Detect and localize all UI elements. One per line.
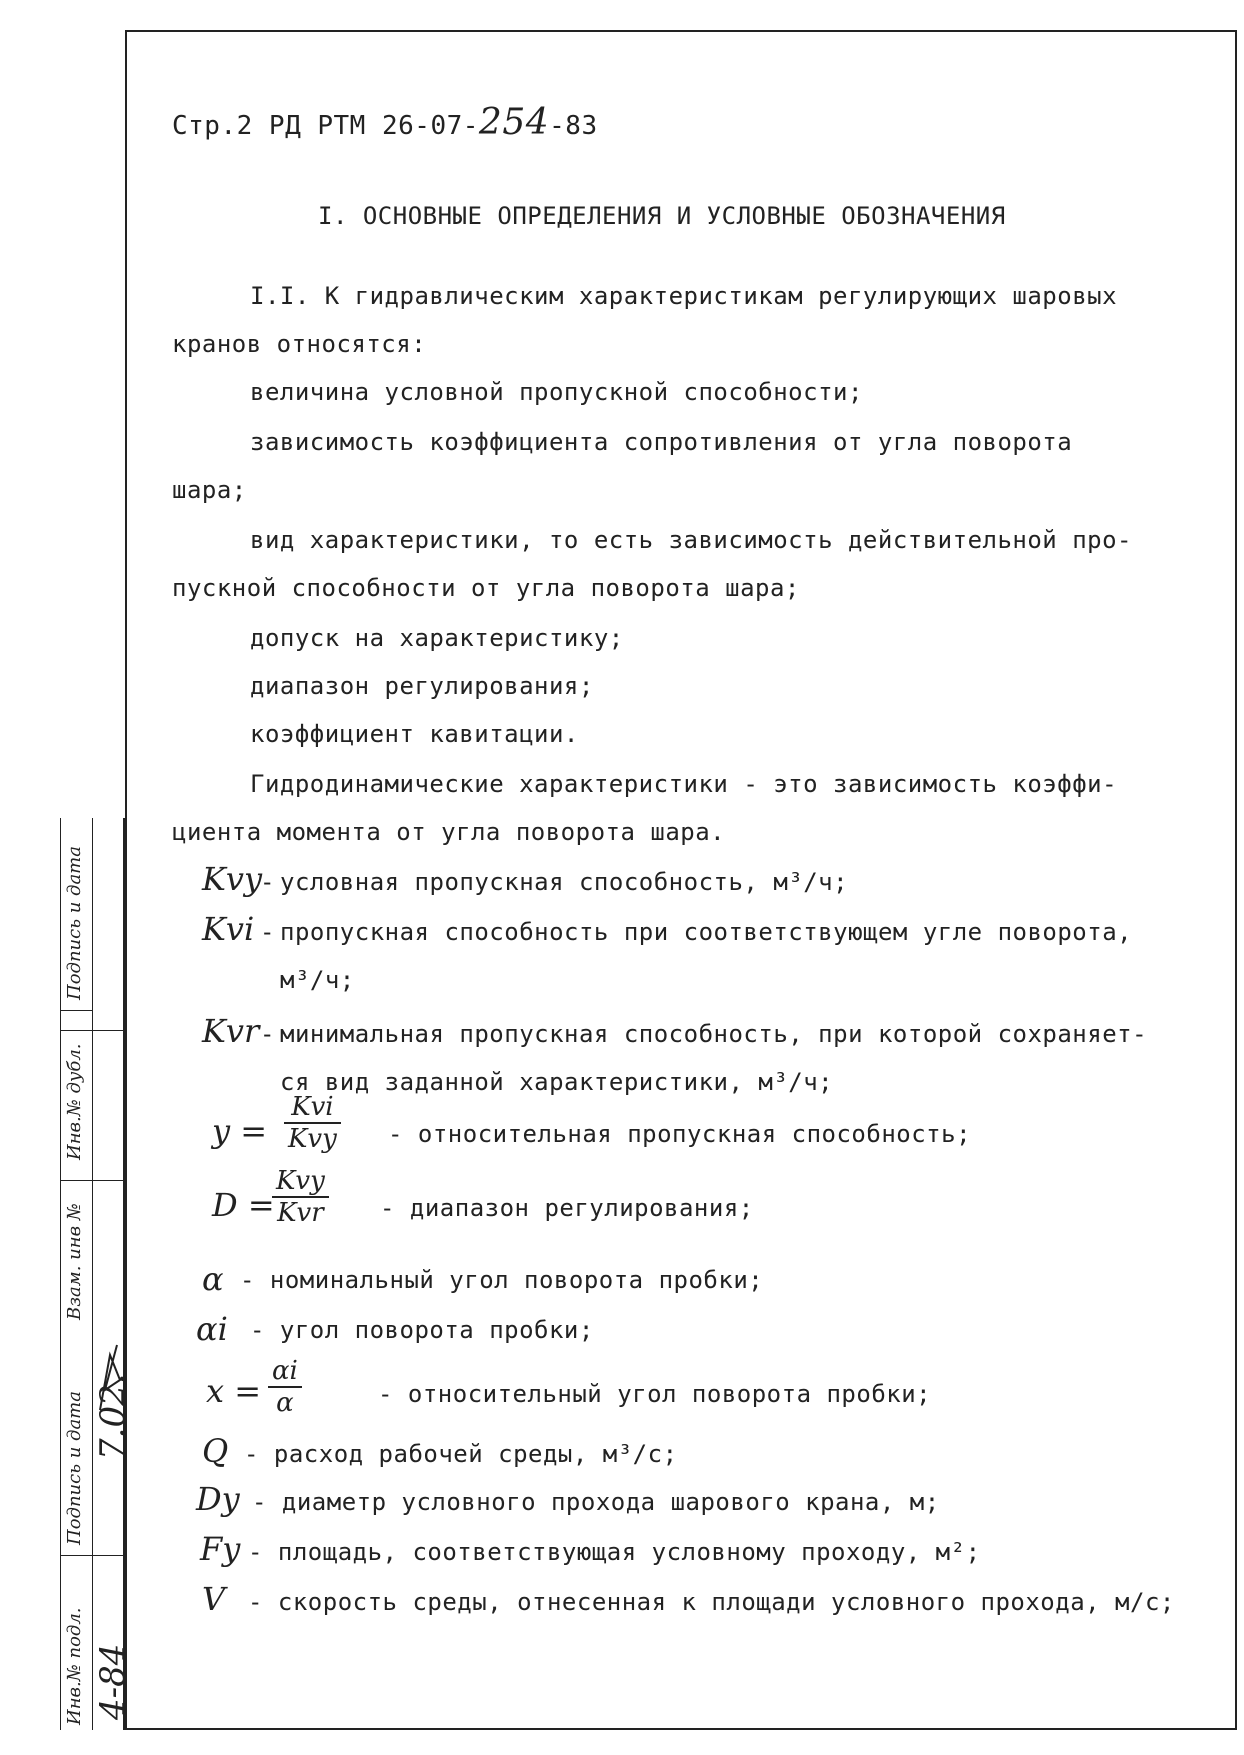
- fraction-denominator: α: [276, 1388, 294, 1418]
- symbol-alpha-i: αi: [196, 1310, 228, 1348]
- definition-dash: -: [260, 868, 275, 896]
- symbol-v: V: [202, 1580, 226, 1618]
- paragraph-line: I.I. К гидравлическим характеристикам регулирующих шаровых: [250, 282, 1118, 310]
- fraction-denominator: Kvr: [277, 1198, 324, 1228]
- definition-text: - номинальный угол поворота пробки;: [240, 1266, 764, 1294]
- fraction-x: [268, 1356, 302, 1418]
- fraction-lhs-d: D =: [212, 1186, 275, 1224]
- header-suffix: -83: [549, 111, 598, 141]
- fraction-numerator: Kvi: [284, 1092, 341, 1124]
- paragraph-line: циента момента от угла поворота шара.: [172, 818, 726, 846]
- definition-text: - расход рабочей среды, м³/с;: [244, 1440, 678, 1468]
- stamp-label-dup-inv: Инв.№ дубл.: [64, 1043, 85, 1160]
- definition-text: условная пропускная способность, м³/ч;: [280, 868, 849, 896]
- definition-text: - скорость среды, отнесенная к площади условного прохода, м/с;: [248, 1588, 1175, 1616]
- stamp-label-original-inv: Инв.№ подл.: [64, 1607, 85, 1725]
- symbol-alpha: α: [202, 1260, 224, 1298]
- definition-text: - площадь, соответствующая условному проходу, м²;: [248, 1538, 981, 1566]
- definition-text: пропускная способность при соответствующем угле поворота,: [280, 918, 1133, 946]
- paragraph-line: зависимость коэффициента сопротивления от угла поворота: [250, 428, 1073, 456]
- page-header: [172, 102, 598, 143]
- definition-text: минимальная пропускная способность, при которой сохраняет-: [280, 1020, 1148, 1048]
- fraction-lhs-y: y =: [212, 1112, 268, 1150]
- symbol-fy: Fy: [200, 1530, 241, 1568]
- definition-text: - относительная пропускная способность;: [388, 1120, 972, 1148]
- stamp-label-signature-date: Подпись и дата: [64, 846, 85, 1000]
- definition-text: - относительный угол поворота пробки;: [378, 1380, 932, 1408]
- symbol-q: Q: [202, 1432, 229, 1470]
- symbol-dy: Dy: [196, 1480, 240, 1518]
- fraction-d: [272, 1166, 329, 1228]
- stamp-cell-line: [60, 1180, 125, 1181]
- stamp-signature-icon: [95, 1340, 125, 1420]
- symbol-kvi: Kvi: [202, 910, 255, 948]
- side-stamp-divider: [92, 818, 93, 1730]
- definition-dash: -: [260, 1020, 275, 1048]
- fraction-numerator: αi: [268, 1356, 302, 1388]
- paragraph-line: допуск на характеристику;: [250, 624, 624, 652]
- section-title: I. ОСНОВНЫЕ ОПРЕДЕЛЕНИЯ И УСЛОВНЫЕ ОБОЗНАЧЕНИЯ: [318, 202, 1006, 230]
- paragraph-line: пускной способности от угла поворота шара;: [172, 574, 800, 602]
- stamp-label-replacement-inv: Взам. инв №: [64, 1203, 85, 1320]
- paragraph-line: Гидродинамические характеристики - это зависимость коэффи-: [250, 770, 1118, 798]
- fraction-numerator: Kvy: [272, 1166, 329, 1198]
- stamp-cell-line: [60, 1030, 125, 1031]
- fraction-denominator: Kvy: [288, 1124, 337, 1154]
- definition-text: м³/ч;: [280, 966, 355, 994]
- header-prefix: Стр.2 РД РТМ 26-07-: [172, 111, 479, 141]
- fraction-lhs-x: x =: [206, 1372, 262, 1410]
- stamp-cell-line: [60, 1555, 125, 1556]
- definition-text: - диаметр условного прохода шарового крана, м;: [252, 1488, 940, 1516]
- definition-dash: -: [260, 918, 275, 946]
- paragraph-line: диапазон регулирования;: [250, 672, 594, 700]
- symbol-kvy: Kvy: [202, 860, 263, 898]
- stamp-handwritten-inv: 4-84: [93, 1643, 133, 1720]
- paragraph-line: величина условной пропускной способности;: [250, 378, 863, 406]
- definition-text: - диапазон регулирования;: [380, 1194, 754, 1222]
- stamp-cell-line: [60, 1010, 93, 1011]
- symbol-kvr: Kvr: [202, 1012, 260, 1050]
- paragraph-line: коэффициент кавитации.: [250, 720, 579, 748]
- paragraph-line: шара;: [172, 476, 247, 504]
- paragraph-line: кранов относятся:: [172, 330, 427, 358]
- header-doc-number: 254: [478, 102, 550, 143]
- definition-text: - угол поворота пробки;: [250, 1316, 594, 1344]
- fraction-y: [284, 1092, 341, 1154]
- definition-text: ся вид заданной характеристики, м³/ч;: [280, 1068, 834, 1096]
- stamp-label-signature-date-2: Подпись и дата: [64, 1391, 85, 1545]
- paragraph-line: вид характеристики, то есть зависимость действительной про-: [250, 526, 1133, 554]
- stamp-handwritten-date: 7.02.: [93, 1373, 133, 1460]
